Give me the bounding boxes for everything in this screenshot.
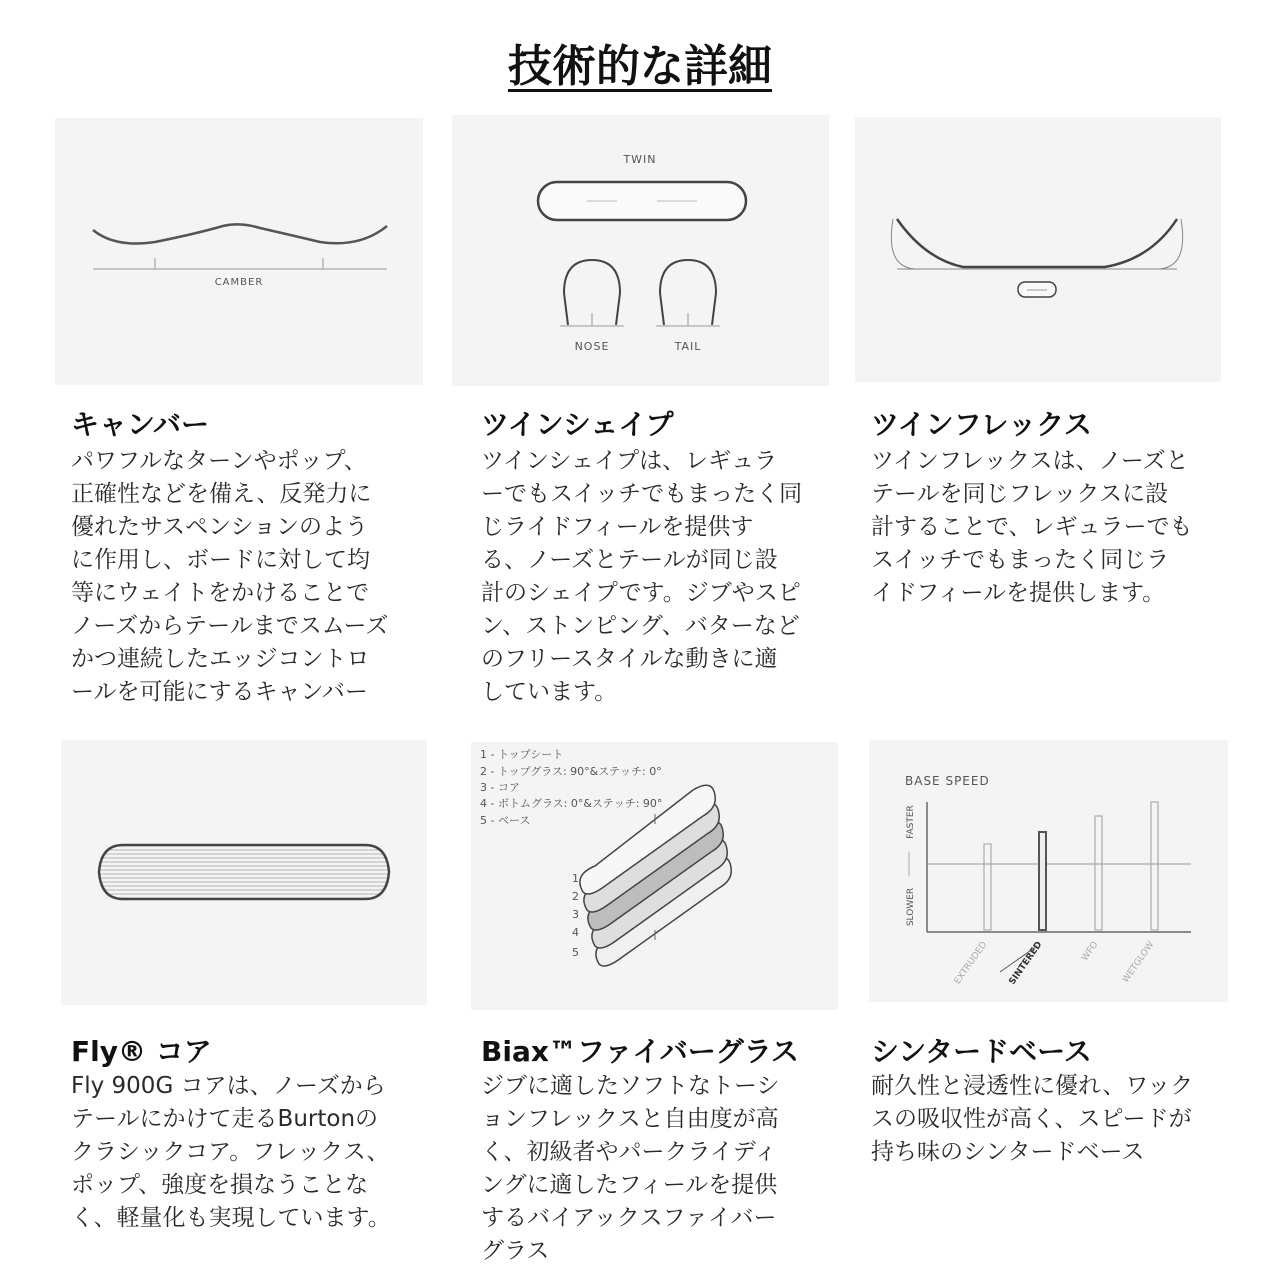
- feature-title-twin-shape: ツインシェイプ: [481, 408, 674, 441]
- legend-item: 5 - ベース: [480, 814, 531, 827]
- fly-core-diagram: [61, 740, 427, 1005]
- feature-title-sintered-base: シンタードベース: [871, 1035, 1092, 1068]
- camber-label: CAMBER: [214, 277, 264, 288]
- nose-label: NOSE: [574, 340, 610, 353]
- feature-title-camber: キャンバー: [71, 408, 210, 441]
- layer-number: 3: [572, 908, 579, 921]
- feature-body-biax: ジブに適したソフトなトーシ ョンフレックスと自由度が高 く、初級者やパークライディ ングに適したフィールを提供 するバイアックスファイバー グラス: [481, 1073, 780, 1264]
- base-speed-diagram: [869, 740, 1228, 1002]
- feature-title-biax: Biax™ファイバーグラス: [481, 1035, 799, 1068]
- slower-label: SLOWER: [906, 887, 916, 927]
- tail-label: TAIL: [674, 340, 702, 353]
- legend-item: 1 - トップシート: [480, 748, 564, 761]
- base-speed-title: BASE SPEED: [905, 774, 990, 788]
- layer-number: 1: [572, 872, 579, 885]
- feature-title-fly-core: Fly® コア: [71, 1035, 212, 1068]
- legend-item: 2 - トップグラス: 90°&ステッチ: 0°: [480, 765, 662, 778]
- layer-number: 2: [572, 890, 579, 903]
- layer-number: 5: [572, 946, 579, 959]
- category-label: SINTERED: [1007, 939, 1045, 987]
- legend-item: 4 - ボトムグラス: 0°&ステッチ: 90°: [480, 797, 663, 810]
- twin-flex-diagram: [855, 117, 1221, 382]
- feature-body-sintered-base: 耐久性と浸透性に優れ、ワック スの吸収性が高く、スピードが 持ち味のシンタードベース: [871, 1073, 1194, 1165]
- faster-label: FASTER: [906, 805, 916, 839]
- layer-number: 4: [572, 926, 579, 939]
- feature-body-twin-shape: ツインシェイプは、レギュラ ーでもスイッチでもまったく同 じライドフィールを提供す る、ノーズとテールが同じ設 計のシェイプです。ジブやスピ ン、ストンピング、バターなど のフリースタイルな動きに適 しています。: [481, 448, 803, 705]
- category-label: WETGLOW: [1120, 939, 1157, 985]
- biax-diagram: [471, 742, 838, 1010]
- legend-item: 3 - コア: [480, 781, 520, 794]
- feature-body-fly-core: Fly 900G コアは、ノーズから テールにかけて走るBurtonの クラシックコア。フレックス、 ポップ、強度を損なうことな く、軽量化も実現しています。: [71, 1073, 391, 1231]
- twin-label: TWIN: [623, 153, 657, 166]
- category-label: EXTRUDED: [952, 939, 990, 987]
- camber-diagram: [55, 118, 423, 385]
- page-title: 技術的な詳細: [508, 41, 772, 92]
- feature-body-camber: パワフルなターンやポップ、 正確性などを備え、反発力に 優れたサスペンションのよう に作用し、ボードに対して均 等にウェイトをかけることで ノーズからテールまでスムーズ かつ連続したエッジコントロ ールを可能にするキャンバー: [71, 448, 389, 705]
- feature-body-twin-flex: ツインフレックスは、ノーズと テールを同じフレックスに設 計することで、レギュラーでも スイッチでもまったく同じラ イドフィールを提供します。: [871, 448, 1193, 606]
- feature-title-twin-flex: ツインフレックス: [871, 408, 1092, 441]
- twin-shape-diagram: [452, 115, 829, 386]
- category-label: WFO: [1080, 939, 1101, 964]
